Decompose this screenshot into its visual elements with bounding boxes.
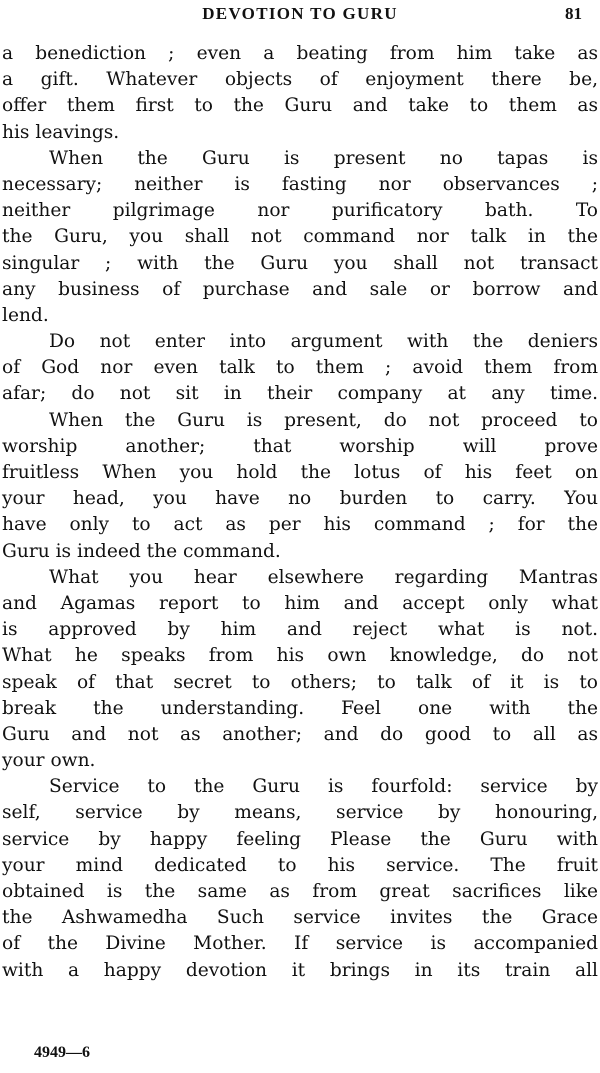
text-line: When the Guru is present, do not proceed to xyxy=(49,409,598,431)
text-line: the Guru, you shall not command nor talk in the xyxy=(2,226,598,248)
text-line: obtained is the same as from great sacrifices like xyxy=(2,881,598,902)
text-line: his leavings. xyxy=(2,121,120,143)
text-line: have only to act as per his command ; for the xyxy=(2,514,598,536)
chapter-title: DEVOTION TO GURU xyxy=(202,4,398,23)
text-line: Guru and not as another; and do good to all as xyxy=(2,723,598,745)
text-line: a gift. Whatever objects of enjoyment there be, xyxy=(2,69,598,91)
text-line: of the Divine Mother. If service is accompanied xyxy=(2,933,598,955)
text-line: your own. xyxy=(2,750,96,772)
text-line: your head, you have no burden to carry. You xyxy=(2,488,598,510)
page-number: 81 xyxy=(565,4,582,23)
text-line: a benediction ; even a beating from him take as xyxy=(2,43,598,64)
text-line: is approved by him and reject what is not. xyxy=(2,619,598,641)
text-line: of God nor even talk to them ; avoid them from xyxy=(2,357,598,379)
text-line: worship another; that worship will prove xyxy=(2,435,598,457)
text-line: speak of that secret to others; to talk of it is to xyxy=(2,671,598,693)
text-line: necessary; neither is fasting nor observances ; xyxy=(2,173,598,195)
text-line: self, service by means, service by honouring, xyxy=(2,802,598,824)
body-text xyxy=(2,41,598,984)
text-line: fruitless When you hold the lotus of his feet on xyxy=(2,462,598,483)
running-header xyxy=(0,0,600,30)
text-line: neither pilgrimage nor purificatory bath. To xyxy=(2,200,598,222)
text-line: Service to the Guru is fourfold: service by xyxy=(49,776,598,798)
text-line: any business of purchase and sale or borrow and xyxy=(2,278,598,300)
printer-signature: 4949—6 xyxy=(34,1044,90,1061)
text-line: When the Guru is present no tapas is xyxy=(49,147,598,169)
text-line: offer them first to the Guru and take to them as xyxy=(2,95,598,117)
text-line: with a happy devotion it brings in its train all xyxy=(2,959,598,981)
text-line: your mind dedicated to his service. The fruit xyxy=(2,854,598,876)
text-line: Guru is indeed the command. xyxy=(2,540,281,562)
text-line: afar; do not sit in their company at any time. xyxy=(2,383,598,405)
text-line: and Agamas report to him and accept only what xyxy=(2,592,598,614)
text-line: Do not enter into argument with the deniers xyxy=(49,331,598,353)
text-line: What you hear elsewhere regarding Mantras xyxy=(49,566,598,588)
text-line: service by happy feeling Please the Guru with xyxy=(2,828,598,850)
text-line: break the understanding. Feel one with the xyxy=(2,697,598,719)
text-line: singular ; with the Guru you shall not transact xyxy=(2,252,598,274)
text-line: lend. xyxy=(2,304,49,326)
text-line: What he speaks from his own knowledge, do not xyxy=(2,645,598,667)
text-line: the Ashwamedha Such service invites the Grace xyxy=(2,907,598,929)
